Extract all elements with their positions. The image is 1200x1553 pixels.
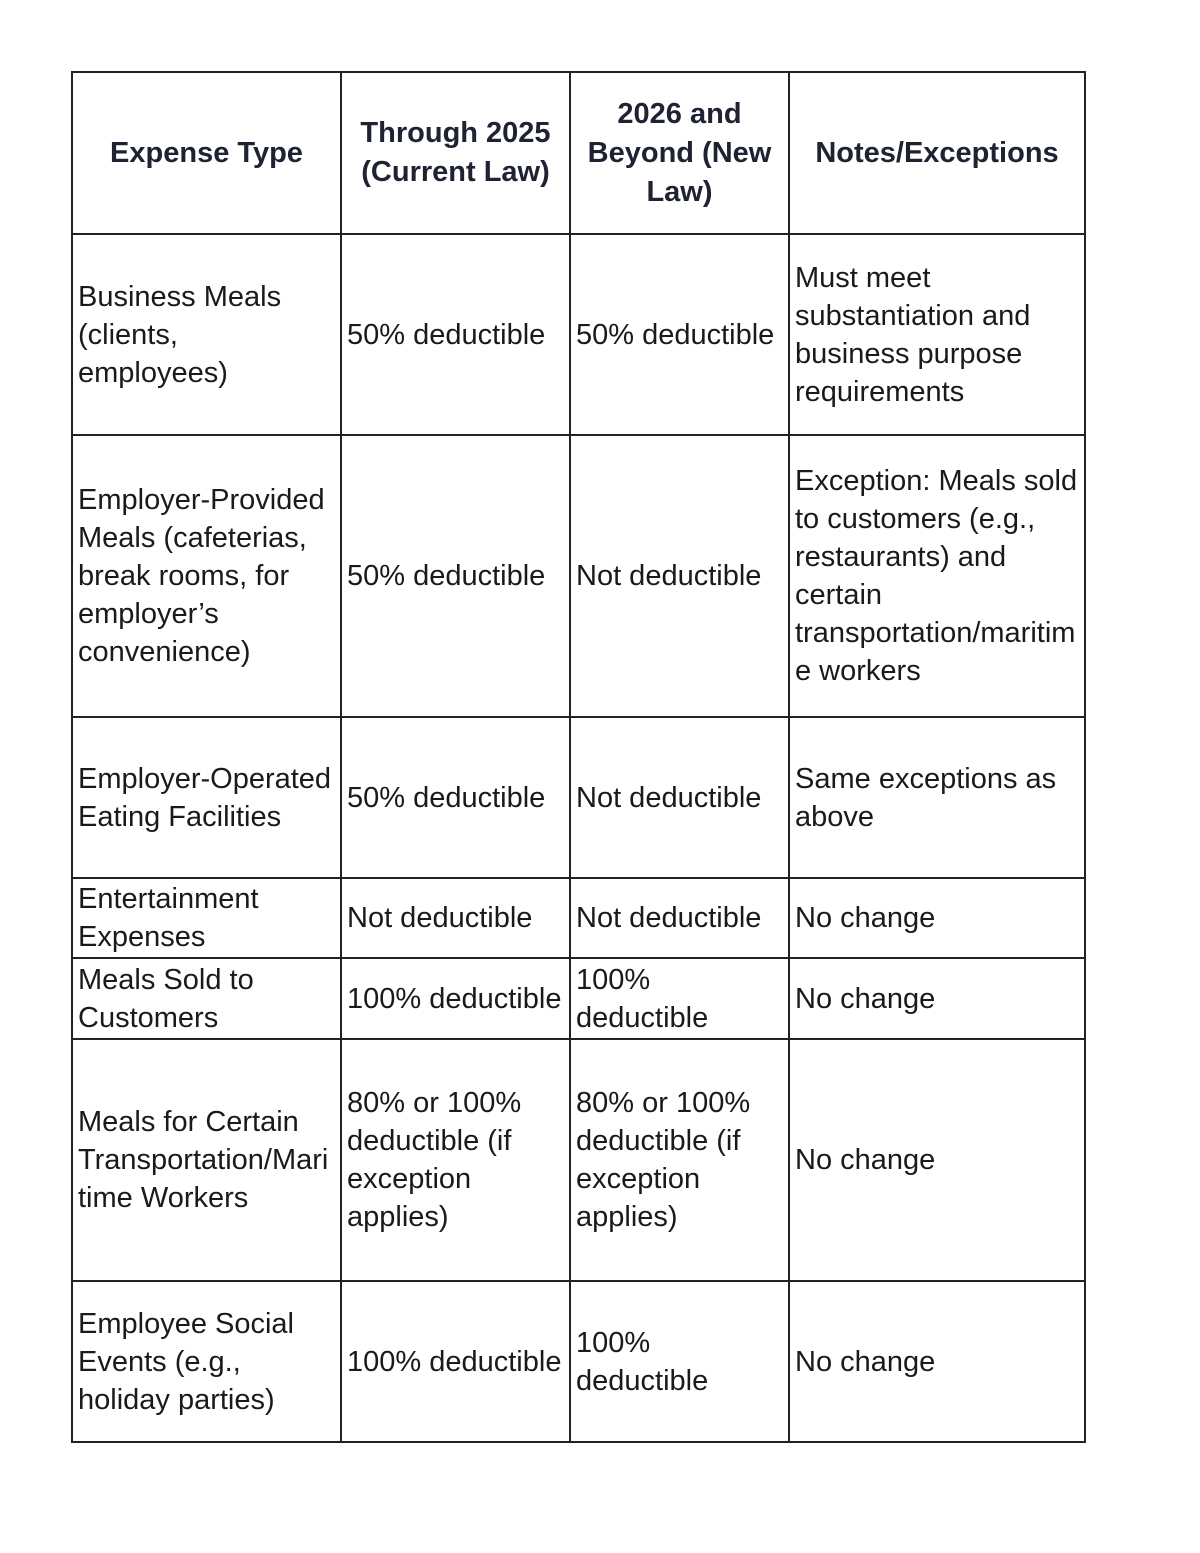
cell-through-2025: 100% deductible bbox=[341, 1281, 570, 1442]
cell-expense-type: Entertainment Expenses bbox=[72, 878, 341, 958]
table-header bbox=[72, 72, 1085, 234]
table-row bbox=[72, 1281, 1085, 1442]
cell-notes: No change bbox=[789, 1281, 1085, 1442]
cell-2026-beyond: Not deductible bbox=[570, 717, 789, 878]
cell-2026-beyond: Not deductible bbox=[570, 878, 789, 958]
cell-notes: Must meet substantiation and business purpose requirements bbox=[789, 234, 1085, 435]
cell-notes: Exception: Meals sold to customers (e.g., restaurants) and certain transportation/maritime workers bbox=[789, 435, 1085, 717]
table-row bbox=[72, 435, 1085, 717]
cell-notes: No change bbox=[789, 1039, 1085, 1281]
header-2026-beyond: 2026 and Beyond (New Law) bbox=[570, 72, 789, 234]
table-row bbox=[72, 234, 1085, 435]
cell-through-2025: 100% deductible bbox=[341, 958, 570, 1039]
table-row bbox=[72, 958, 1085, 1039]
header-expense-type: Expense Type bbox=[72, 72, 341, 234]
header-through-2025: Through 2025 (Current Law) bbox=[341, 72, 570, 234]
cell-2026-beyond: 80% or 100% deductible (if exception applies) bbox=[570, 1039, 789, 1281]
cell-through-2025: 50% deductible bbox=[341, 234, 570, 435]
header-notes-exceptions: Notes/Exceptions bbox=[789, 72, 1085, 234]
header-row bbox=[72, 72, 1085, 234]
cell-2026-beyond: 100% deductible bbox=[570, 958, 789, 1039]
cell-expense-type: Employer-Operated Eating Facilities bbox=[72, 717, 341, 878]
table-row bbox=[72, 717, 1085, 878]
cell-through-2025: Not deductible bbox=[341, 878, 570, 958]
cell-through-2025: 50% deductible bbox=[341, 435, 570, 717]
table-row bbox=[72, 1039, 1085, 1281]
cell-through-2025: 80% or 100% deductible (if exception applies) bbox=[341, 1039, 570, 1281]
cell-2026-beyond: Not deductible bbox=[570, 435, 789, 717]
cell-expense-type: Business Meals (clients, employees) bbox=[72, 234, 341, 435]
cell-2026-beyond: 50% deductible bbox=[570, 234, 789, 435]
cell-notes: No change bbox=[789, 958, 1085, 1039]
cell-expense-type: Employee Social Events (e.g., holiday parties) bbox=[72, 1281, 341, 1442]
cell-expense-type: Employer-Provided Meals (cafeterias, break rooms, for employer’s convenience) bbox=[72, 435, 341, 717]
cell-through-2025: 50% deductible bbox=[341, 717, 570, 878]
cell-2026-beyond: 100% deductible bbox=[570, 1281, 789, 1442]
table-body bbox=[72, 234, 1085, 1442]
table-row bbox=[72, 878, 1085, 958]
cell-notes: No change bbox=[789, 878, 1085, 958]
cell-expense-type: Meals Sold to Customers bbox=[72, 958, 341, 1039]
meal-deduction-table bbox=[71, 71, 1086, 1443]
cell-notes: Same exceptions as above bbox=[789, 717, 1085, 878]
cell-expense-type: Meals for Certain Transportation/Maritime Workers bbox=[72, 1039, 341, 1281]
